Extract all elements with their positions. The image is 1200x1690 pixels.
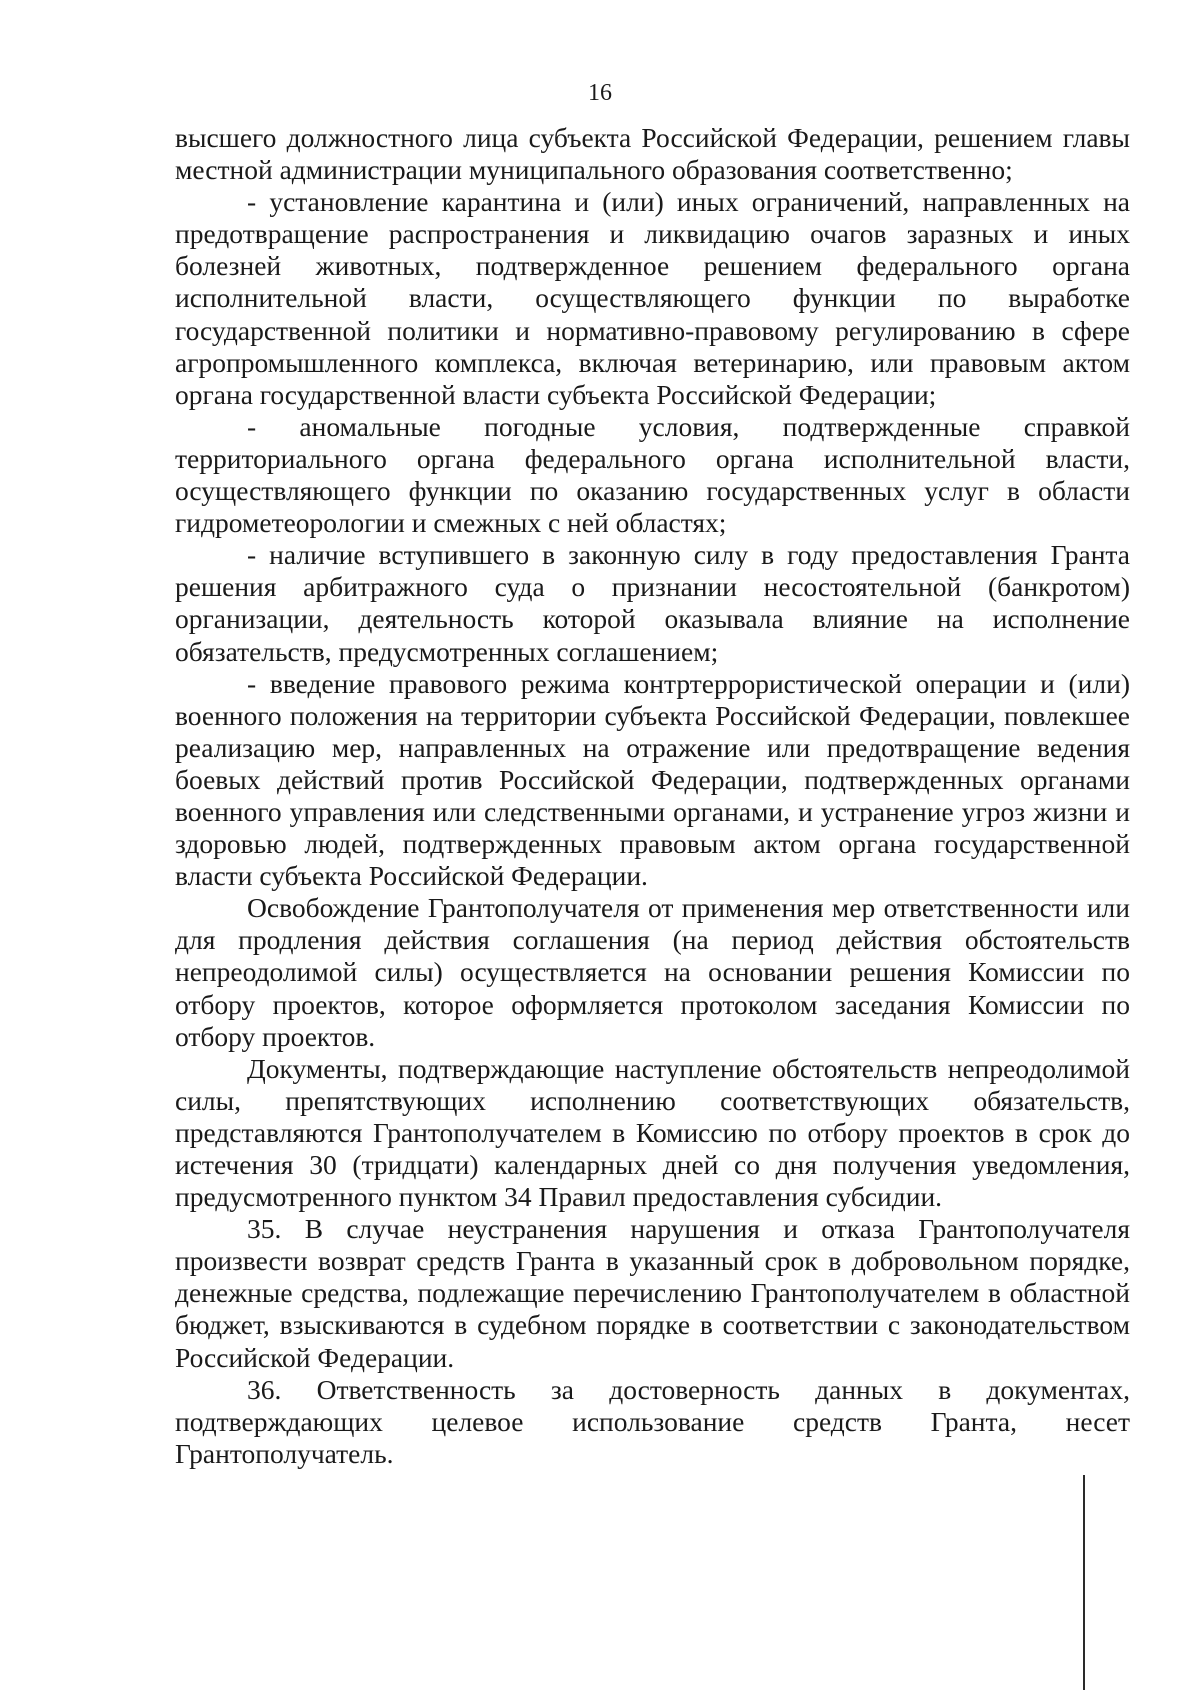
paragraph-exemption: Освобождение Грантополучателя от применения мер ответственности или для продления действия соглашения (на период действия обстоятельств непреодолимой силы) осуществляется на основании решения Комиссии по отбору проектов, которое оформляется протоколом заседания Комиссии по отбору проектов. [175, 892, 1130, 1052]
paragraph-counterterrorism: - введение правового режима контртеррористической операции и (или) военного положения на территории субъекта Российской Федерации, повлекшее реализацию мер, направленных на отражение или предотвращение ведения боевых действий против Российской Федерации, подтвержденных органами военного управления или следственными органами, и устранение угроз жизни и здоровью людей, подтвержденных правовым актом органа государственной власти субъекта Российской Федерации. [175, 667, 1130, 892]
paragraph-bankruptcy: - наличие вступившего в законную силу в году предоставления Гранта решения арбитражного суда о признании несостоятельной (банкротом) организации, деятельность которой оказывала влияние на исполнение обязательств, предусмотренных соглашением; [175, 539, 1130, 667]
paragraph-documents: Документы, подтверждающие наступление обстоятельств непреодолимой силы, препятствующих исполнению соответствующих обязательств, представляются Грантополучателем в Комиссию по отбору проектов в срок до истечения 30 (тридцати) календарных дней со дня получения уведомления, предусмотренного пунктом 34 Правил предоставления субсидии. [175, 1052, 1130, 1213]
paragraph-36: 36. Ответственность за достоверность данных в документах, подтверждающих целевое использование средств Гранта, несет Грантополучатель. [175, 1373, 1130, 1469]
document-body [175, 122, 1130, 1470]
paragraph-weather: - аномальные погодные условия, подтвержденные справкой территориального органа федерального органа исполнительной власти, осуществляющего функции по оказанию государственных услуг в области гидрометеорологии и смежных с ней областях; [175, 410, 1130, 539]
paragraph-quarantine: - установление карантина и (или) иных ограничений, направленных на предотвращение распространения и ликвидацию очагов заразных и иных болезней животных, подтвержденное решением федерального органа исполнительной власти, осуществляющего функции по выработке государственной политики и нормативно-правовому регулированию в сфере агропромышленного комплекса, включая ветеринарию, или правовым актом органа государственной власти субъекта Российской Федерации; [175, 186, 1130, 410]
margin-line [1083, 1475, 1085, 1690]
page-number: 16 [588, 80, 612, 106]
paragraph-35: 35. В случае неустранения нарушения и отказа Грантополучателя произвести возврат средств Гранта в указанный срок в добровольном порядке, денежные средства, подлежащие перечислению Грантополучателем в областной бюджет, взыскиваются в судебном порядке в соответствии с законодательством Российской Федерации. [175, 1213, 1130, 1373]
paragraph-continuation: высшего должностного лица субъекта Российской Федерации, решением главы местной администрации муниципального образования соответственно; [175, 122, 1130, 186]
